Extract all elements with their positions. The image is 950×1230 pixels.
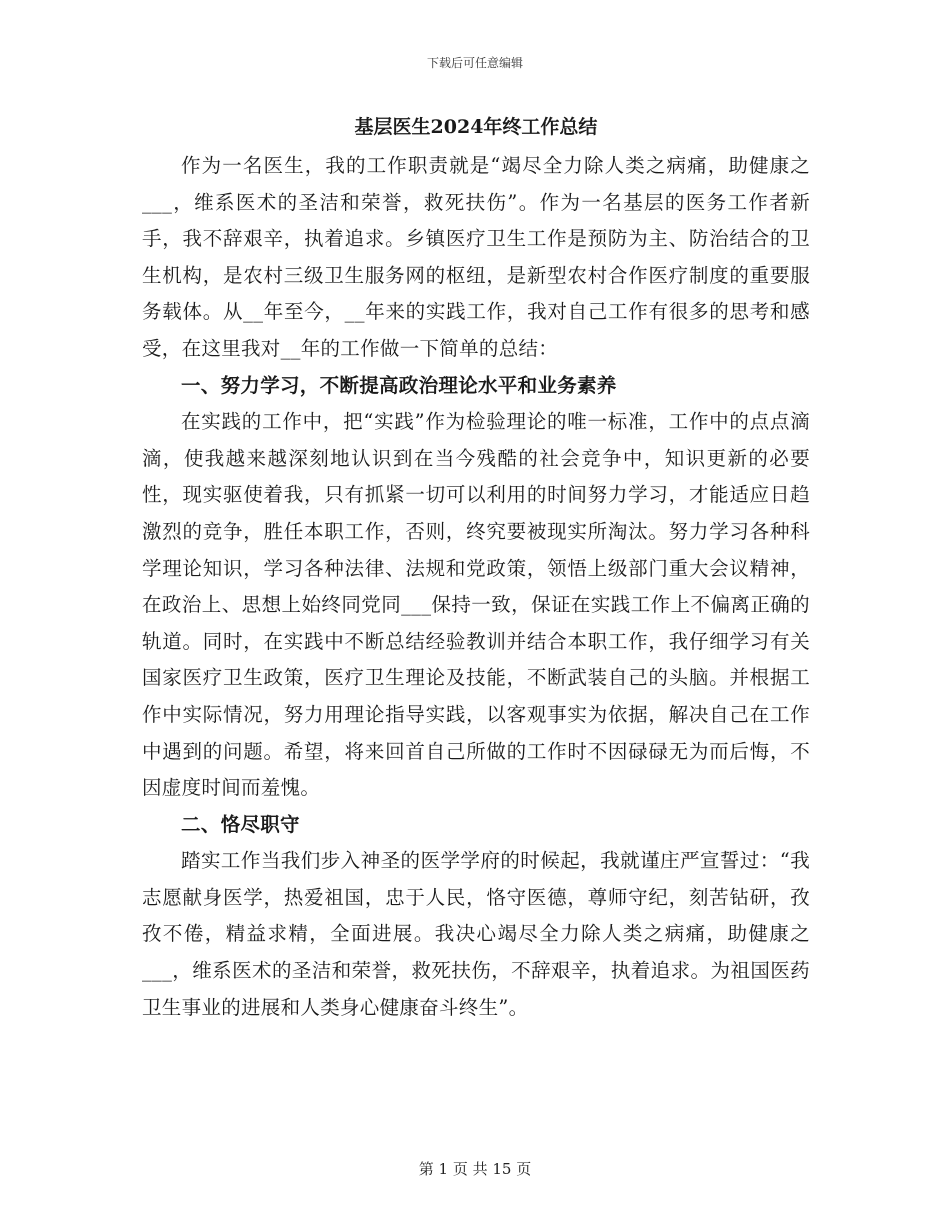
header-note: 下载后可任意编辑	[426, 56, 523, 70]
page-indicator: 第 1 页 共 15 页	[418, 1160, 532, 1178]
body-paragraph: 在实践的工作中，把“实践”作为检验理论的唯一标准，工作中的点点滴滴，使我越来越深刻地认识到在当今残酷的社会竞争中，知识更新的必要性，现实驱使着我，只有抓紧一切可以利用的时间努力学习，才能适应日趋激烈的竞争，胜任本职工作，否则，终究要被现实所淘汰。努力学习各种科学理论知识，学习各种法律、法规和党政策，领悟上级部门重大会议精神，在政治上、思想上始终同党同___保持一致，保证在实践工作上不偏离正确的轨道。同时，在实践中不断总结经验教训并结合本职工作，我仔细学习有关国家医疗卫生政策，医疗卫生理论及技能，不断武装自己的头脑。并根据工作中实际情况，努力用理论指导实践，以客观事实为依据，解决自己在工作中遇到的问题。希望，将来回首自己所做的工作时不因碌碌无为而后悔，不因虚度时间而羞愧。	[142, 410, 810, 800]
body-paragraph: 作为一名医生，我的工作职责就是“竭尽全力除人类之病痛，助健康之___，维系医术的圣洁和荣誉，救死扶伤”。作为一名基层的医务工作者新手，我不辞艰辛，执着追求。乡镇医疗卫生工作是预防为主、防治结合的卫生机构，是农村三级卫生服务网的枢纽，是新型农村合作医疗制度的重要服务载体。从__年至今，__年来的实践工作，我对自己工作有很多的思考和感受，在这里我对__年的工作做一下简单的总结：	[142, 154, 810, 360]
body-paragraph: 踏实工作当我们步入神圣的医学学府的时候起，我就谨庄严宣誓过：“我志愿献身医学，热爱祖国，忠于人民，恪守医德，尊师守纪，刻苦钻研，孜孜不倦，精益求精，全面进展。我决心竭尽全力除人类之病痛，助健康之___，维系医术的圣洁和荣誉，救死扶伤，不辞艰辛，执着追求。为祖国医药卫生事业的进展和人类身心健康奋斗终生”。	[142, 849, 810, 1019]
section-heading: 一、努力学习，不断提高政治理论水平和业务素养	[181, 373, 617, 397]
document-body	[142, 112, 810, 1026]
document-title: 基层医生2024年终工作总结	[354, 116, 598, 138]
section-heading: 二、恪尽职守	[181, 812, 300, 836]
